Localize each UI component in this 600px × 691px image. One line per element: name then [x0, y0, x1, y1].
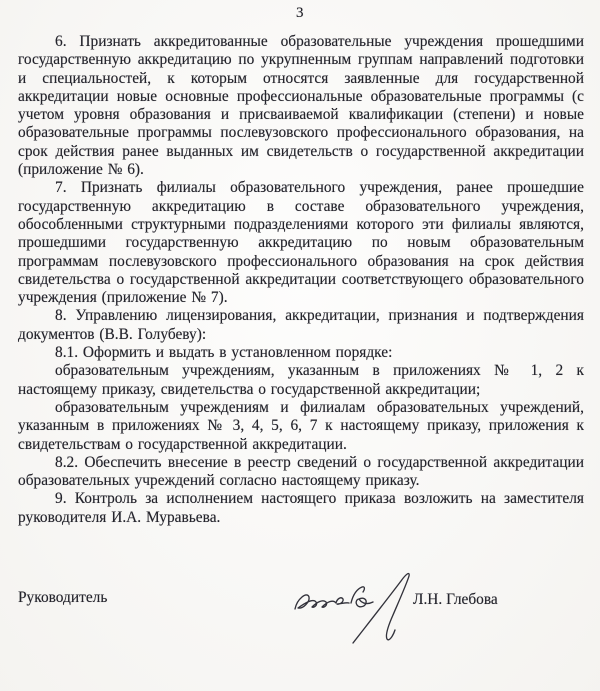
paragraph-8-1: 8.1. Оформить и выдать в установленном порядке: [55, 344, 393, 362]
paragraph-8-2: 8.2. Обеспечить внесение в реестр сведений о государственной аккредитации образовательных учреждений согласно настоящему приказу. [18, 453, 584, 490]
paragraph-8-1-item-a: образовательным учреждениям, указанным в приложениях № 1, 2 к настоящему приказу, свидетельства о государственной аккредитации; [18, 362, 584, 398]
paragraph-8: 8. Управлению лицензирования, аккредитации, признания и подтверждения документов (В.В. Голубеву): [18, 307, 584, 343]
handwritten-signature-icon [283, 563, 419, 647]
document-body [18, 33, 584, 527]
paragraph-9: 9. Контроль за исполнением настоящего приказа возложить на заместителя руководителя И.А. Муравьева. [18, 490, 584, 526]
paragraph-7: 7. Признать филиалы образовательного учреждения, ранее прошедшие государственную аккредитацию в составе образовательного учреждения, обособленными структурными подразделениями которого эти филиалы являются, прошедшими государственную аккредитацию по новым образовательным программам послевузовского профессионального образования на срок действия свидетельства о государственной аккредитации соответствующего образовательного учреждения (приложение № 7). [18, 179, 584, 307]
page-number: 3 [296, 5, 304, 21]
signer-name: Л.Н. Глебова [413, 591, 498, 608]
signer-title: Руководитель [18, 589, 108, 606]
paragraph-8-1-item-b: образовательным учреждениям и филиалам образовательных учреждений, указанным в приложениях № 3, 4, 5, 6, 7 к настоящему приказу, приложения к свидетельствам о государственной аккредитации. [18, 398, 584, 453]
paragraph-6: 6. Признать аккредитованные образовательные учреждения прошедшими государственную аккредитацию по укрупненным группам направлений подготовки и специальностей, к которым относятся заявленные для государственной аккредитации новые основные профессиональные образовательные программы (с учетом уровня образования и присваиваемой квалификации (степени) и новые образовательные программы послевузовского профессионального образования, на срок действия ранее выданных им свидетельств о государственной аккредитации (приложение № 6). [18, 33, 584, 179]
